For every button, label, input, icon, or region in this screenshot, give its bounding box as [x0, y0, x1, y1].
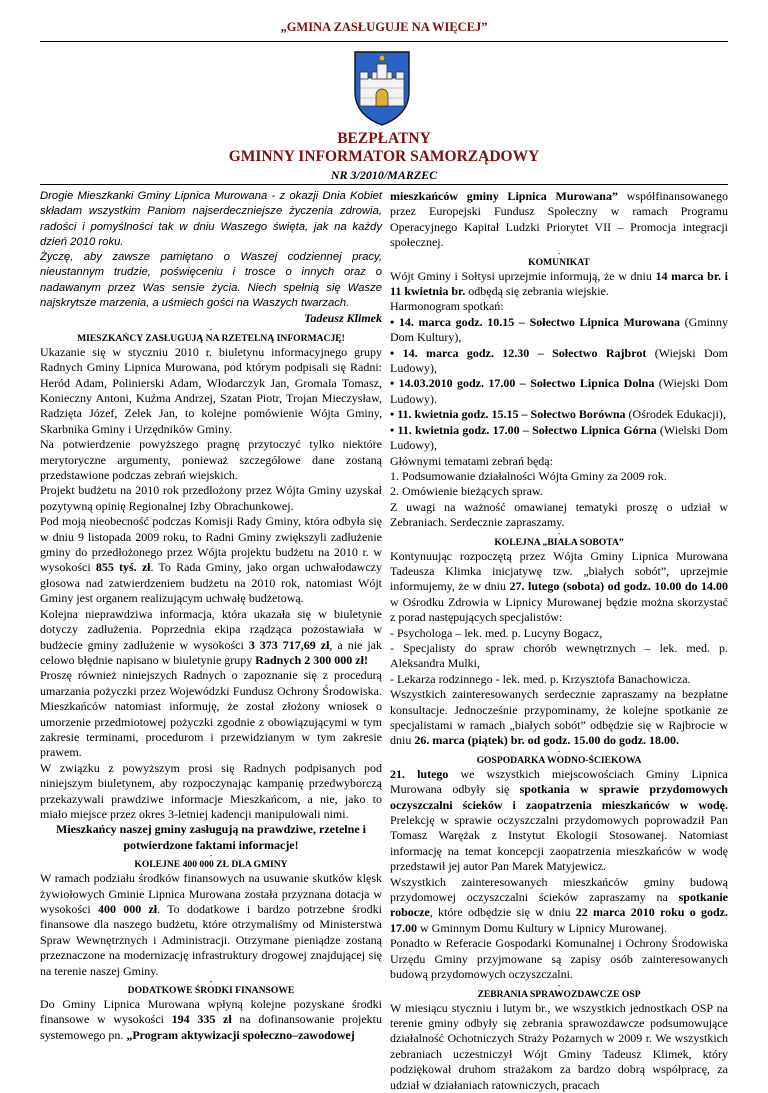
- body-paragraph: [390, 875, 728, 937]
- text-run: (Wiejski Dom Ludowy).: [390, 376, 729, 406]
- text-run: we wszystkich miejscowościach Gminy Lipnica Murowana odbyły się: [390, 766, 728, 797]
- body-paragraph: [390, 767, 728, 875]
- separator-dot: -: [209, 977, 213, 987]
- signature: Tadeusz Klimek: [304, 311, 382, 326]
- text-run: . To dodatkowe i bardzo potrzebne środki finansowe dla naszego budżetu, które otrzymaliśmy od Ministerstwa Spraw Wewnętrznych i Administracji. Otrzymane pieniądze zostaną przeznaczone na modernizację infrastruktury drogowej znajdującej się na terenie naszej Gminy.: [40, 902, 382, 978]
- left-column: [40, 189, 382, 1043]
- body-paragraph: - Specjalisty do spraw chorób wewnętrznych – lek. med. p. Aleksandra Mulki,: [390, 640, 728, 671]
- section-heading-biala-sobota: KOLEJNA „BIAŁA SOBOTA”: [494, 536, 624, 548]
- text-run-bold: „Program aktywizacji społeczno–zawodowej: [126, 1027, 355, 1042]
- text-run-bold: 194 335 zł: [171, 1012, 232, 1027]
- text-run-bold: 400 000 zł: [97, 902, 158, 916]
- body-paragraph: [40, 997, 382, 1043]
- separator-dot: -: [557, 746, 561, 756]
- body-paragraph: [390, 189, 728, 251]
- coat-of-arms-icon: [352, 48, 412, 126]
- body-paragraph: - Lekarza rodzinnego - lek. med. p. Krzysztofa Banachowicza.: [390, 671, 691, 686]
- separator-dot: -: [557, 528, 561, 538]
- body-paragraph: W miesiącu styczniu i lutym br., we wszystkich jednostkach OSP na terenie gminy odbyły się zebrania sprawozdawcze podsumowujące działalność Ochotniczych Straży Pożarnych w 2009 r. We wszystkich zebraniach uczestniczył Wójt Gminy Tadeusz Klimek, który podziękował druhom strażakom za bardzo dobrą współpracę, za udział w działaniach ratowniczych, pracach: [390, 1000, 728, 1092]
- body-paragraph: Ukazanie się w styczniu 2010 r. biuletynu informacyjnego grupy Radnych Gminy Lipnica Murowana, pod którym podpisali się Radni: Heród Adam, Polinierski Adam, Włodarczyk Jan, Gromala Tomasz, Konieczny Antoni, Kuźma Andrzej, Szatan Piotr, Trojan Mieczysław, Radzięta Józef, Zelek Jan, to kolejne pomówienie Wójta Gminy, Skarbnika Gminy i Urzędników Gminy.: [40, 344, 382, 436]
- text-run: Prelekcję w sprawie oczyszczalni przydomowych poprowadził Pan Tomasz Warężak z Instytut Ekologii Stosowanej. Natomiast informację na temat koncepcji zaopatrzenia mieszkańców w wodę przedstawił jej autor Pan Marek Matyjewicz.: [390, 813, 728, 874]
- text-run: Wszystkich zainteresowanych mieszkańców gminy budową przydomowej oczyszczalni ścieków zapraszamy na: [390, 874, 728, 905]
- meeting-item: [390, 315, 728, 346]
- body-paragraph: Ponadto w Referacie Gospodarki Komunalnej i Ochrony Środowiska Urzędu Gminy przyjmowane są zapisy osób zainteresowanych budową przydomowych oczyszczalni.: [390, 936, 728, 982]
- body-paragraph: [390, 549, 728, 626]
- section-heading-zebrania-osp: ZEBRANIA SPRAWOZDAWCZE OSP: [477, 988, 641, 1000]
- text-run-bold: • 11. kwietnia godz. 17.00 – Sołectwo Lipnica Górna: [390, 422, 657, 437]
- section-heading-mieszkancy: MIESZKAŃCY ZASŁUGUJĄ NA RZETELNĄ INFORMACJĘ!: [77, 332, 345, 344]
- motto: „GMINA ZASŁUGUJE NA WIĘCEJ”: [280, 20, 488, 34]
- body-paragraph: [390, 269, 728, 300]
- body-paragraph: [40, 514, 382, 606]
- text-run: , a nie jak celowo błędnie napisano w biuletynie grupy: [40, 637, 382, 667]
- text-run-bold: • 14. marca godz. 12.30 – Sołectwo Rajbrot: [390, 345, 647, 360]
- section-heading-dodatkowe: DODATKOWE ŚRODKI FINANSOWE: [127, 985, 295, 997]
- text-run: (Wiejski Dom Ludowy),: [390, 345, 729, 376]
- body-paragraph: W związku z powyższym prosi się Radnych podpisanych pod niniejszym biuletynem, aby rozpoczynając kampanię przedwyborczą przekazywali prawdziwe informacje Mieszkańcom, a nie, jako to miało miejsce przez okres 3-letniej kadencji manipulowali nimi.: [40, 760, 382, 821]
- section-heading-400000: KOLEJNE 400 000 ZŁ DLA GMINY: [134, 859, 288, 871]
- body-paragraph: [40, 607, 382, 669]
- issue-number: NR 3/2010/MARZEC: [330, 168, 438, 182]
- separator-dot: -: [209, 851, 213, 861]
- body-paragraph: Na potwierdzenie powyższego pragnę przytoczyć tylko niektóre merytoryczne argumenty, ponieważ szczegółowe dane zostaną przedstawione podczas zebrań wiejskich.: [40, 437, 382, 483]
- body-paragraph: [390, 687, 728, 749]
- text-run-bold: Radnych 2 300 000 zł!: [255, 652, 368, 667]
- text-run: , które odbędzie się w dniu: [429, 905, 576, 920]
- text-run: Kolejna nieprawdziwa informacja, która ukazała się w biuletynie dotyczy zadłużenia. Poprzednia ekipa rządząca pozostawiała w budżecie gminy zadłużenie w wysokości: [40, 606, 382, 652]
- text-run-bold: • 14. marca godz. 10.15 – Sołectwo Lipnica Murowana: [390, 314, 680, 329]
- text-run: na dofinansowanie projektu systemowego pn.: [40, 1012, 382, 1042]
- text-run-bold: 14 marca br. i 11 kwietnia br.: [390, 268, 728, 299]
- text-run-bold: 27. lutego (sobota) od godz. 10.00 do 14.00: [509, 579, 728, 594]
- separator-dot: -: [557, 980, 561, 990]
- text-run: Pod moją nieobecność podczas Komisji Rady Gminy, która odbyła się w dniu 9 listopada 2009 roku, to Radni Gminy zwiększyli zadłużenie gminy do przedłożonego przez Wójta projektu budżetu na 2010 r. w wysokości: [40, 514, 382, 575]
- text-run: Wszystkich zainteresowanych serdecznie zapraszamy na bezpłatne konsultacje. Jednocześnie przypominamy, że kolejne spotkanie ze specjalistami w ramach „białych sobót” odbędzie się w Rajbrocie w dniu: [390, 687, 728, 748]
- page-title: [0, 130, 768, 166]
- text-run: W ramach podziału środków finansowych na usuwanie skutków klęsk żywiołowych Gminie Lipnica Murowana została przyznana dotacja w wysokości: [40, 871, 382, 916]
- closing-statement: Mieszkańcy naszej gminy zasługują na prawdziwe, rzetelne i potwierdzone faktami informacje!: [56, 822, 366, 852]
- body-paragraph: Projekt budżetu na 2010 rok przedłożony przez Wójta Gminy uzyskał pozytywną opinię Regionalnej Izby Obrachunkowej.: [40, 483, 382, 513]
- header-rule-top: [40, 41, 728, 42]
- right-column: [390, 189, 728, 1093]
- text-run-bold: • 11. kwietnia godz. 15.15 – Sołectwo Borówna: [390, 407, 626, 422]
- separator-dot: -: [209, 324, 213, 334]
- text-run-bold: spotkanie robocze: [390, 890, 728, 920]
- meeting-item: [390, 423, 728, 454]
- body-paragraph: Głównymi tematami zebrań będą:: [390, 453, 553, 468]
- body-paragraph: 1. Podsumowanie działalności Wójta Gminy za 2009 rok.: [390, 468, 667, 483]
- title-line-2: GMINNY INFORMATOR SAMORZĄDOWY: [228, 148, 540, 165]
- body-paragraph: Harmonogram spotkań:: [390, 299, 504, 314]
- body-paragraph: - Psychologa – lek. med. p. Lucyny Bogacz,: [390, 625, 603, 640]
- text-run-bold: 855 tyś. zł: [95, 560, 151, 575]
- text-run: współfinansowanego przez Europejski Fundusz Społeczny w ramach Programu Operacyjnego Kapitał Ludzki Priorytet VII – Promocja integracji społecznej.: [390, 189, 728, 250]
- intro-paragraph: Drogie Mieszkanki Gminy Lipnica Murowana - z okazji Dnia Kobiet składam wszystkim Paniom najserdeczniejsze życzenia zdrowia, radości i pomyślności tak w dniu Waszego święta, jak na każdy dzień 2010 roku.: [40, 190, 382, 248]
- text-run: (Ośrodek Edukacji),: [625, 407, 726, 422]
- text-run-bold: 22 marca 2010 roku o godz. 17.00: [390, 905, 728, 935]
- body-paragraph: [40, 871, 382, 979]
- text-run-bold: 21. lutego: [390, 766, 449, 781]
- text-run: w Ośrodku Zdrowia w Lipnicy Murowanej będzie można skorzystać z porad następujących specjalistów:: [390, 594, 728, 625]
- text-run: Do Gminy Lipnica Murowana wpłyną kolejne pozyskane środki finansowe w wysokości: [40, 997, 382, 1027]
- text-run-bold: • 14.03.2010 godz. 17.00 – Sołectwo Lipnica Dolna: [390, 376, 655, 391]
- text-run-bold: mieszkańców gminy Lipnica Murowana”: [390, 189, 618, 203]
- body-paragraph: 2. Omówienie bieżących spraw.: [390, 484, 543, 499]
- meeting-item: [390, 376, 728, 407]
- text-run: (Gminny Dom Kultury),: [390, 314, 728, 345]
- section-heading-gospodarka: GOSPODARKA WODNO-ŚCIEKOWA: [476, 754, 642, 766]
- text-run: Wójt Gminy i Sołtysi uprzejmie informują, że w dniu: [390, 268, 656, 283]
- text-run-bold: 3 373 717,69 zł: [248, 637, 330, 652]
- intro-paragraph-2: Życzę, aby zawsze pamiętano o Waszej codziennej pracy, nieustannym trudzie, poświęceniu i trosce o innych oraz o nadawanym przez Was sensie życia. Niech spełnią się Wasze najskrytsze marzenia, a uśmiech gości na Waszych twarzach.: [40, 251, 382, 310]
- text-run: w Gminnym Domu Kultury w Lipnicy Murowanej.: [417, 920, 667, 935]
- section-heading-komunikat: KOMUNIKAT: [528, 256, 590, 268]
- text-run-bold: spotkania w sprawie przydomowych oczyszczalni ścieków i zaopatrzenia mieszkańców w wodę.: [390, 782, 728, 812]
- title-line-1: BEZPŁATNY: [337, 130, 431, 147]
- meeting-item: [390, 407, 728, 422]
- meeting-item: [390, 346, 728, 377]
- text-run: Kontynuując rozpoczętą przez Wójta Gminy Lipnica Murowana Tadeusza Klimka inicjatywę tzw. „białych sobót”, uprzejmie informujemy, że w dniu: [390, 548, 728, 594]
- separator-dot: -: [557, 248, 561, 258]
- header-rule-bottom: [40, 184, 728, 185]
- text-run-bold: 26. marca (piątek) br. od godz. 15.00 do godz. 18.00.: [414, 733, 680, 748]
- body-paragraph: Proszę również niniejszych Radnych o zapoznanie się z procedurą umarzania pożyczki przez Wojewódzki Fundusz Ochrony Środowiska. Mieszkańców natomiast informuję, że został złożony wniosek o umorzenie przedmiotowej pożyczki zgodnie z obowiązującymi w tym zakresie terminami, procedurom i przewidzianym w tym zakresie prawem.: [40, 668, 382, 760]
- text-run: . To Rada Gminy, jako organ uchwałodawczy głosowa nad zatwierdzeniem budżetu na 2010 rok, natomiast Wójt Gminy jest organem realizującym uchwałę budżetową.: [40, 560, 382, 606]
- text-run: odbędą się zebrania wiejskie.: [465, 284, 609, 299]
- text-run: (Wielski Dom Ludowy),: [390, 422, 729, 453]
- body-paragraph: Z uwagi na ważność omawianej tematyki proszę o udział w Zebraniach. Serdecznie zapraszamy.: [390, 499, 728, 530]
